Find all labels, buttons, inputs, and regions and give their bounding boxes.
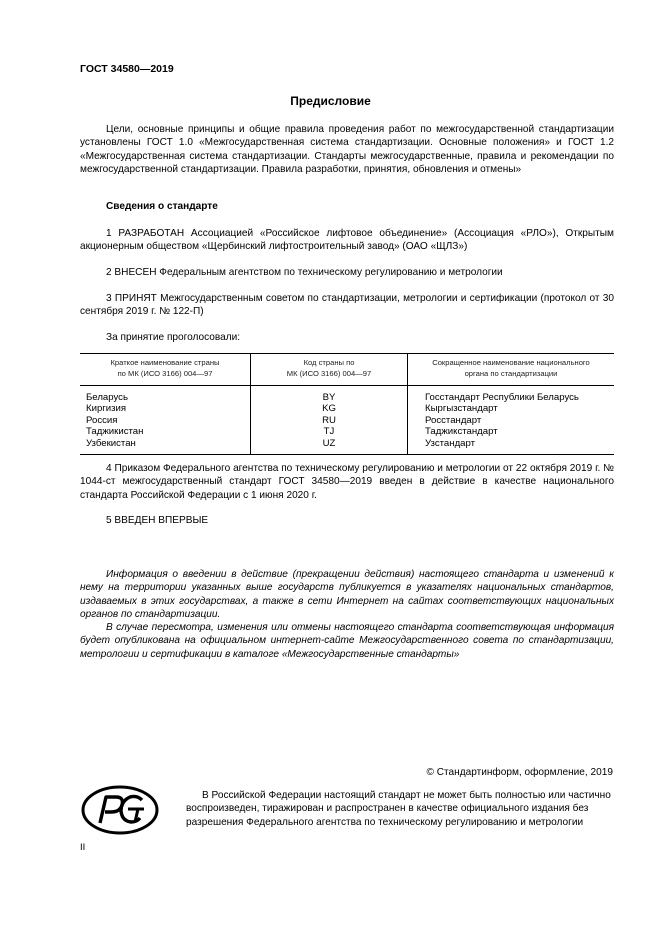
preface-intro: Цели, основные принципы и общие правила проведения работ по межгосударственной стандартизации установлены ГОСТ 1.0 «Межгосударственная система стандартизации. Основные положения» и ГОСТ 1.2 «Межгосударственная система стандартизации. Стандарты межгосударственные, правила и рекомендации по межгосударственной стандартизации. Правила разработки, принятия, обновления и отмены»	[80, 124, 614, 175]
header-body: Сокращенное наименование национального органа по стандартизации	[408, 354, 615, 386]
table-row	[80, 415, 614, 426]
cell-code: KG	[251, 403, 408, 414]
cell-code: BY	[251, 386, 408, 404]
info-heading: Сведения о стандарте	[106, 201, 218, 212]
cell-code: UZ	[251, 438, 408, 455]
cell-body: Госстандарт Республики Беларусь	[408, 386, 615, 404]
cell-country: Узбекистан	[80, 438, 251, 455]
notice-paragraph-1: Информация о введении в действие (прекращении действия) настоящего стандарта и изменений к нему на территории указанных выше государств публикуется в указателях национальных стандартов, издаваемых в этих государствах, а также в сети Интернет на сайтах соответствующих национальных органов по стандартизации.	[80, 569, 614, 620]
cell-body: Таджикстандарт	[408, 426, 615, 437]
table-row	[80, 403, 614, 414]
cell-body: Кыргызстандарт	[408, 403, 615, 414]
voted-label: За принятие проголосовали:	[106, 332, 241, 343]
item-adopted: 3 ПРИНЯТ Межгосударственным советом по стандартизации, метрологии и сертификации (протокол от 30 сентября 2019 г. № 122-П)	[80, 293, 614, 318]
cell-code: TJ	[251, 426, 408, 437]
cell-country: Киргизия	[86, 403, 127, 415]
document-code: ГОСТ 34580—2019	[80, 63, 174, 75]
header-code: Код страны по МК (ИСО 3166) 004—97	[251, 354, 408, 386]
table-row	[80, 386, 614, 404]
copyright-line: © Стандартинформ, оформление, 2019	[426, 767, 613, 778]
cell-country: Таджикистан	[86, 426, 144, 438]
table-row	[80, 426, 614, 437]
page-number: II	[80, 842, 86, 853]
table-header-row	[80, 354, 614, 386]
item-submitted: 2 ВНЕСЕН Федеральным агентством по техническому регулированию и метрологии	[106, 267, 503, 278]
cell-body: Росстандарт	[408, 415, 615, 426]
item-developed: 1 РАЗРАБОТАН Ассоциацией «Российское лифтовое объединение» (Ассоциация «РЛО»), Открытым акционерным обществом «Щербинский лифтостроительный завод» (ОАО «ЩЛЗ»)	[80, 228, 614, 253]
item-enacted: 4 Приказом Федерального агентства по техническому регулированию и метрологии от 22 октября 2019 г. № 1044-ст межгосударственный стандарт ГОСТ 34580—2019 введен в действие в качестве национального стандарта Российской Федерации с 1 июня 2020 г.	[80, 463, 614, 501]
cell-body: Узстандарт	[408, 438, 615, 455]
cell-country: Беларусь	[86, 392, 128, 403]
cell-country: Россия	[86, 414, 118, 426]
table-row	[80, 438, 614, 455]
vote-table	[80, 353, 614, 455]
notice-paragraph-2: В случае пересмотра, изменения или отмены настоящего стандарта соответствующая информация будет опубликована на официальном интернет-сайте Межгосударственного совета по стандартизации, метрологии и сертификации в каталоге «Межгосударственные стандарты»	[80, 622, 614, 660]
header-country: Краткое наименование страны по МК (ИСО 3166) 004—97	[80, 354, 251, 386]
cell-code: RU	[251, 415, 408, 426]
item-first-introduced: 5 ВВЕДЕН ВПЕРВЫЕ	[106, 515, 209, 526]
rst-logo-icon	[80, 784, 160, 836]
preface-title: Предисловие	[290, 94, 371, 108]
rights-notice: В Российской Федерации настоящий стандарт не может быть полностью или частично воспроизведен, тиражирован и распространен в качестве официального издания без разрешения Федерального агентства по техническому регулированию и метрологии	[186, 790, 611, 828]
